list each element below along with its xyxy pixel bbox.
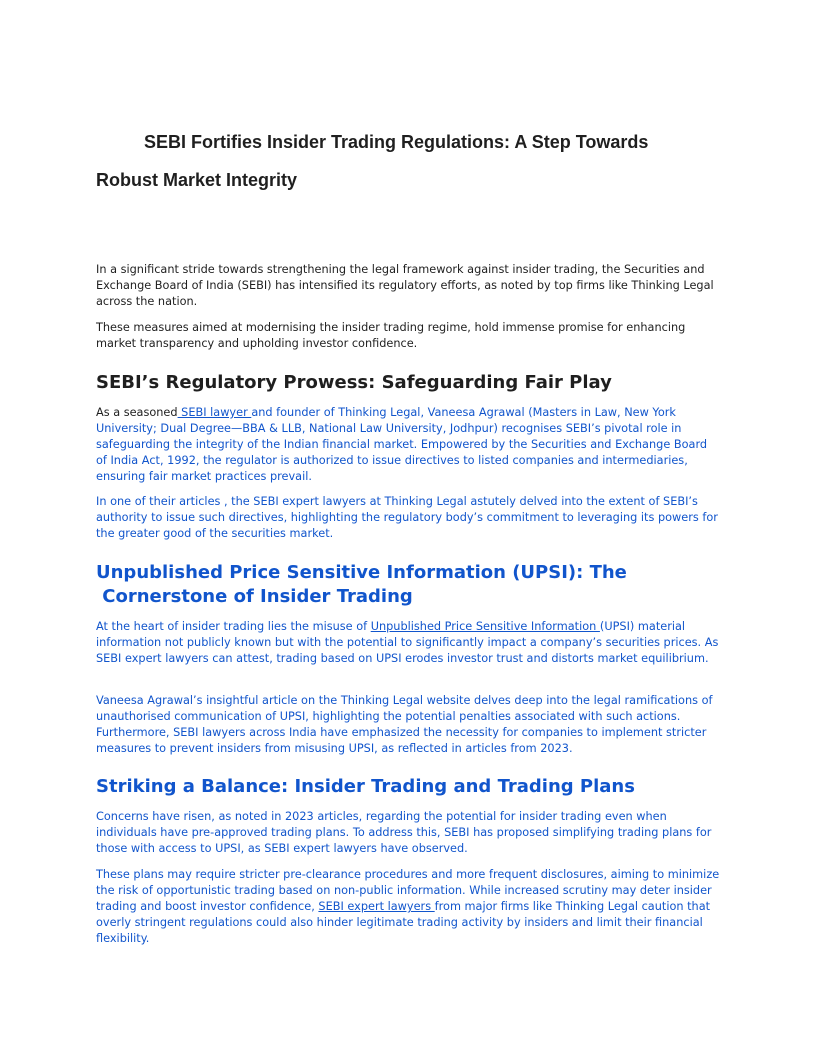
upsi-link[interactable]: Unpublished Price Sensitive Information: [370, 620, 600, 633]
intro-paragraph-1: In a significant stride towards strengthening the legal framework against insider trading, the Securities and Exchange Board of India (SEBI) has intensified its regulatory efforts, as noted by top firms like Thinking Legal across the nation.: [96, 263, 714, 308]
section1-heading: SEBI’s Regulatory Prowess: Safeguarding Fair Play: [96, 372, 612, 393]
section2-p1-text-before: At the heart of insider trading lies the misuse of: [96, 620, 371, 633]
document-title-line2: Robust Market Integrity: [96, 170, 298, 190]
intro-paragraph-2: These measures aimed at modernising the insider trading regime, hold immense promise for enhancing market transparency and upholding investor confidence.: [96, 321, 686, 350]
section2-heading-line2: Cornerstone of Insider Trading: [96, 586, 413, 607]
section2-paragraph-2: Vaneesa Agrawal’s insightful article on the Thinking Legal website delves deep into the legal ramifications of unauthorised communication of UPSI, highlighting the potential penalties associated with such actions. Furthermore, SEBI lawyers across India have emphasized the necessity for companies to implement stricter measures to prevent insiders from misusing UPSI, as reflected in articles from 2023.: [96, 694, 713, 755]
section1-p1-text-before: As a seasoned: [96, 406, 178, 419]
section3-paragraph-1: Concerns have risen, as noted in 2023 articles, regarding the potential for insider trading even when individuals have pre-approved trading plans. To address this, SEBI has proposed simplifying trading plans for those with access to UPSI, as SEBI expert lawyers have observed.: [96, 810, 712, 855]
section2-paragraph-1: [96, 619, 720, 667]
sebi-lawyer-link[interactable]: SEBI lawyer: [177, 406, 252, 419]
section1-paragraph-1: [96, 405, 720, 485]
section2-p1-text-after: (UPSI) material information not publicly known but with the potential to significantly impact a company’s securities prices. As SEBI expert lawyers can attest, trading based on UPSI erodes investor trust and distorts market equilibrium.: [96, 620, 719, 665]
section3-heading: Striking a Balance: Insider Trading and Trading Plans: [96, 776, 635, 797]
section3-p2-text-before: These plans may require stricter pre-clearance procedures and more frequent disclosures, aiming to minimize the risk of opportunistic trading based on non-public information. While increased scrutiny may deter insider trading and boost investor confidence,: [96, 868, 720, 913]
section3-paragraph-2: [96, 867, 720, 947]
document-title-line1: SEBI Fortifies Insider Trading Regulations: A Step Towards: [144, 132, 649, 152]
section2-heading-line1: Unpublished Price Sensitive Information (UPSI): The: [96, 562, 627, 583]
sebi-expert-lawyers-link[interactable]: SEBI expert lawyers: [318, 900, 435, 913]
section3-p2-text-after: from major firms like Thinking Legal caution that overly stringent regulations could also hinder legitimate trading activity by insiders and limit their financial flexibility.: [96, 900, 711, 945]
section1-p1-text-after: and founder of Thinking Legal, Vaneesa Agrawal (Masters in Law, New York University; Dual Degree—BBA & LLB, National Law University, Jodhpur) recognises SEBI’s pivotal role in safeguarding the integrity of the Indian financial market. Empowered by the Securities and Exchange Board of India Act, 1992, the regulator is authorized to issue directives to listed companies and intermediaries, ensuring fair market practices prevail.: [96, 406, 708, 483]
section1-paragraph-2: In one of their articles , the SEBI expert lawyers at Thinking Legal astutely delved into the extent of SEBI’s authority to issue such directives, highlighting the regulatory body’s commitment to leveraging its powers for the greater good of the securities market.: [96, 495, 718, 540]
